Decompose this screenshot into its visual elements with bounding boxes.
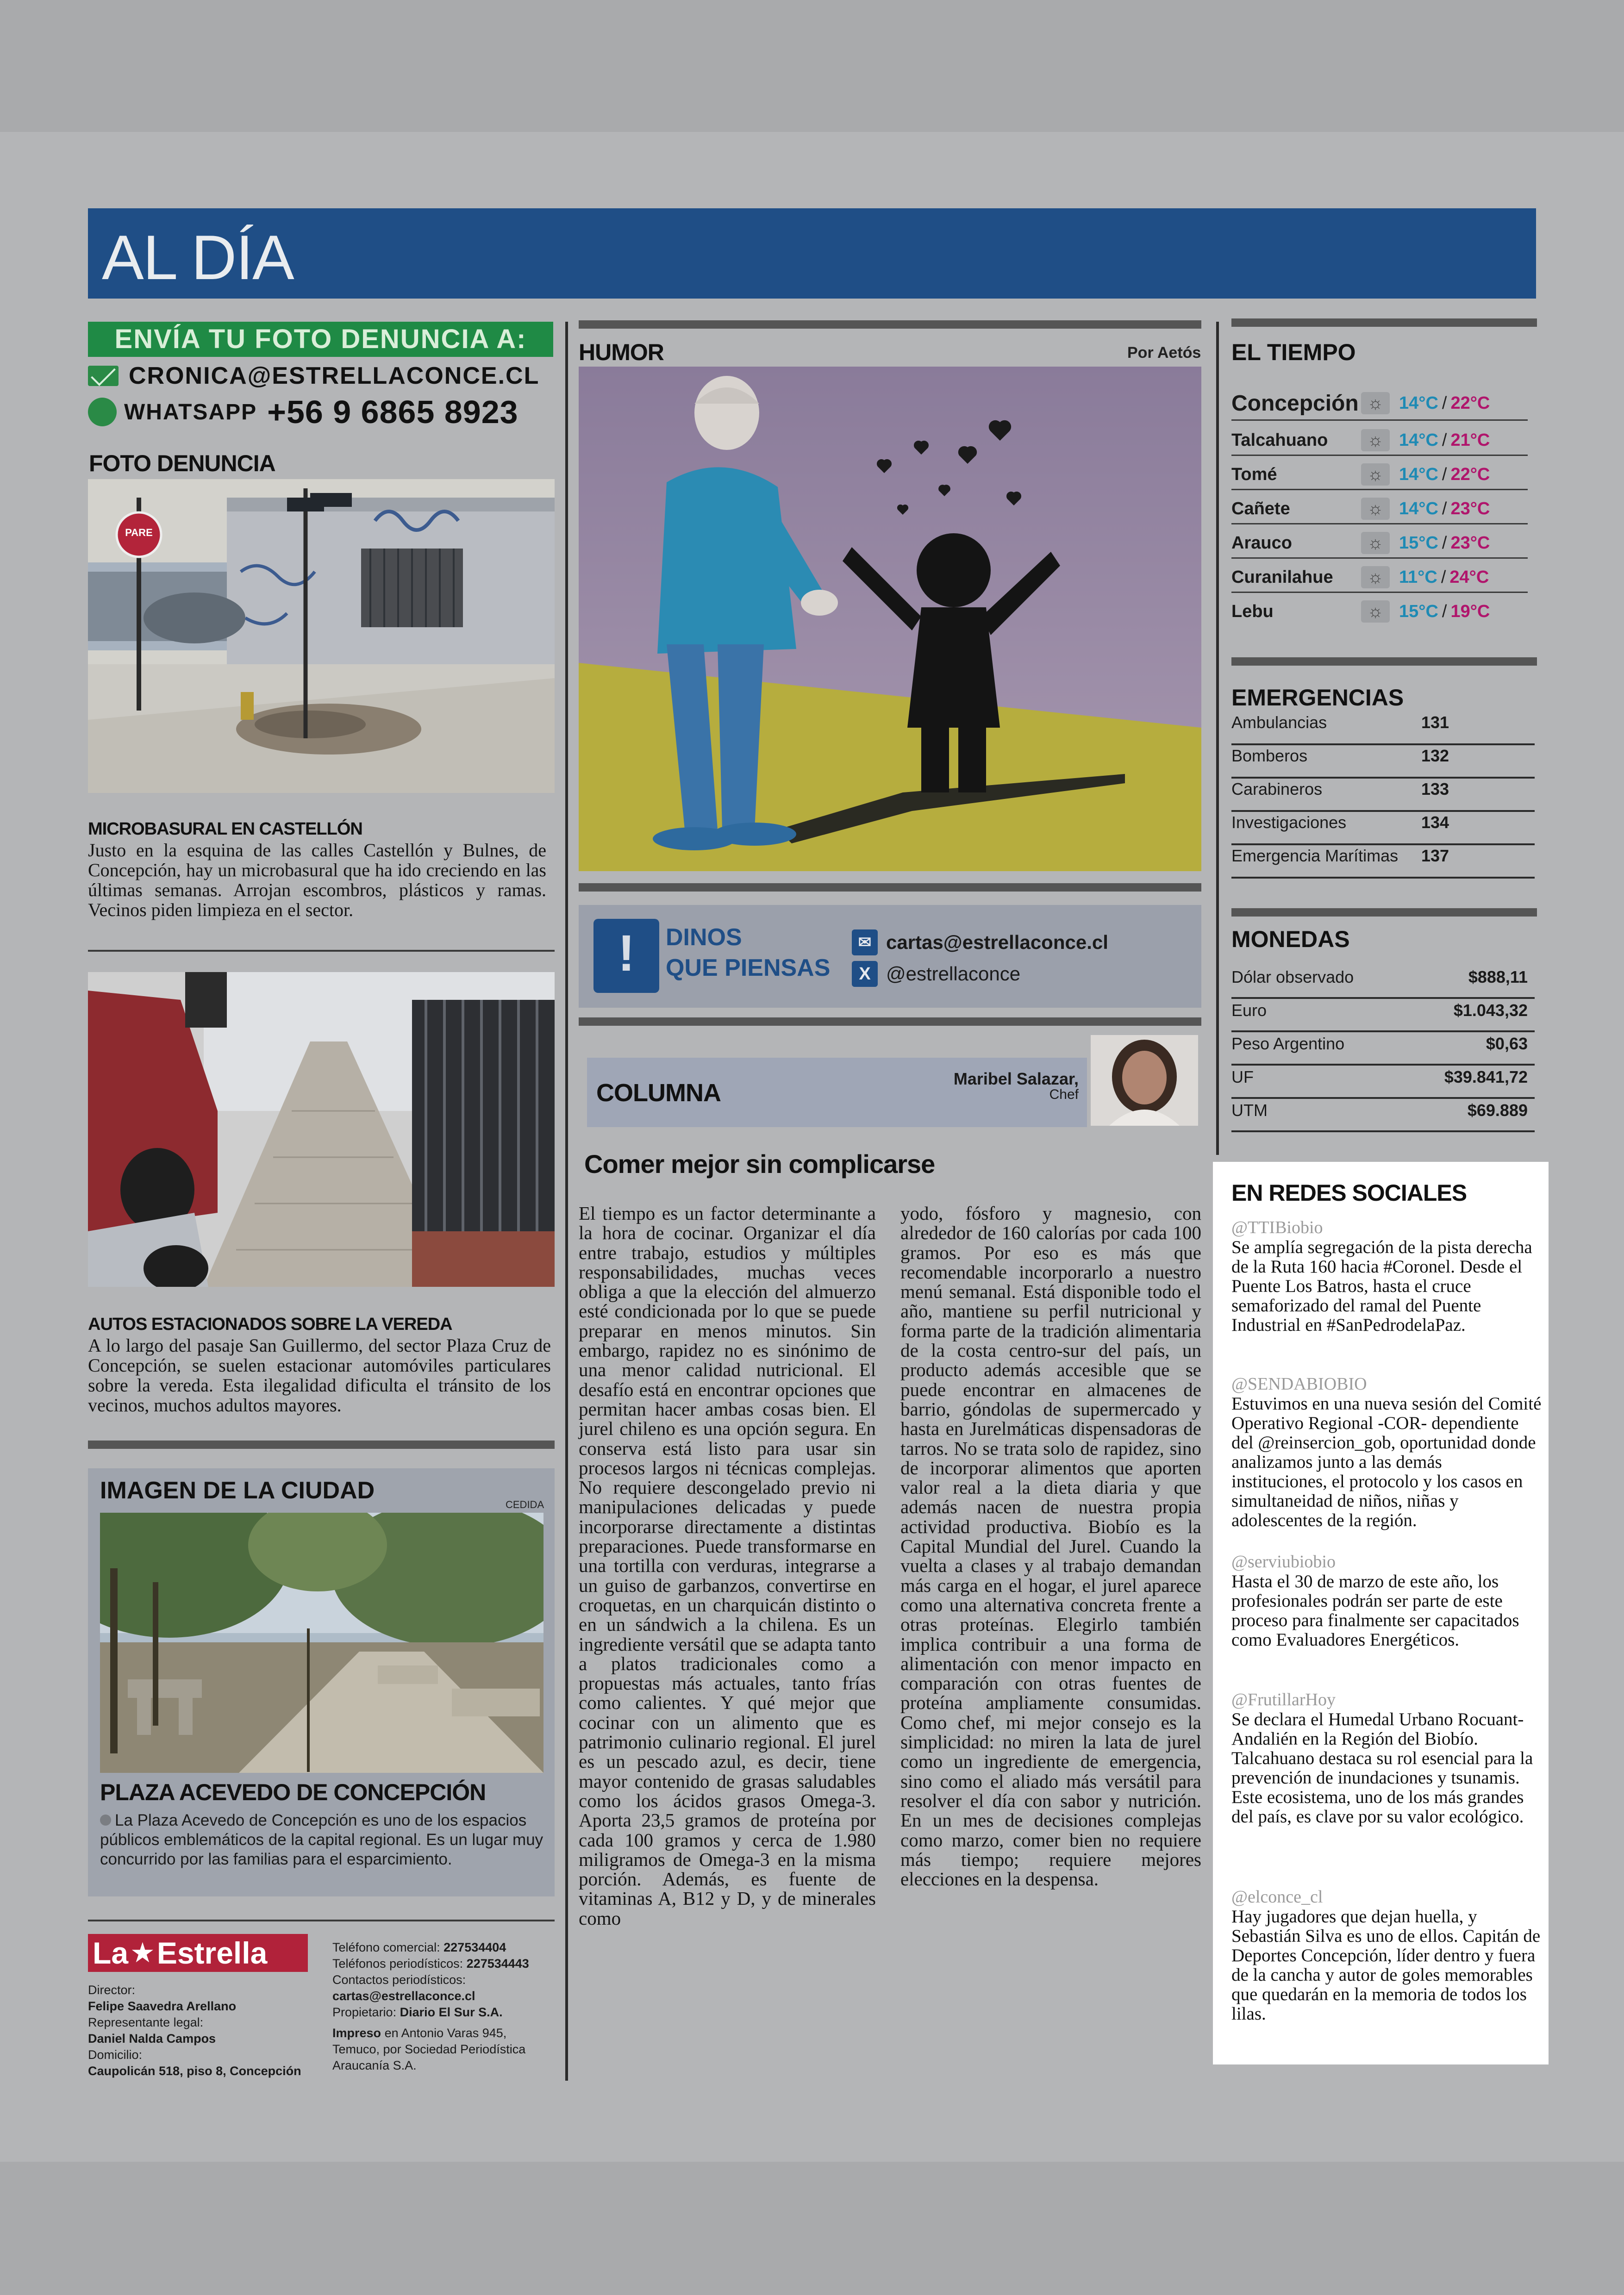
post-text: Se declara el Humedal Urbano Rocuant-Andalién en la Región del Biobío. Talcahuano destaca su rol esencial para la prevención de inundaciones y tsunamis. Este ecosistema, uno de los más grandes del país, es clave por su valor ecológico.	[1231, 1709, 1533, 1827]
tel-per[interactable]: 227534443	[466, 1957, 529, 1971]
weather-row: Curanilahue ☼ 11°C / 24°C	[1231, 563, 1528, 593]
bullet-icon	[100, 1815, 111, 1826]
emergencia-row	[1231, 746, 1535, 779]
moneda-row	[1231, 1101, 1535, 1132]
humor-title: HUMOR	[579, 339, 664, 365]
foto-denuncia-banner: ENVÍA TU FOTO DENUNCIA A:	[88, 322, 553, 357]
dinos-line2: QUE PIENSAS	[666, 954, 831, 981]
rep-name: Daniel Nalda Campos	[88, 2032, 216, 2046]
moneda-value: $1.043,32	[1453, 1001, 1528, 1020]
emergencia-number[interactable]: 133	[1421, 780, 1449, 798]
weather-max: 23°C	[1450, 499, 1490, 518]
logo-estrella: Estrella	[156, 1936, 268, 1970]
post-handle[interactable]: @FrutillarHoy	[1231, 1690, 1336, 1709]
moneda-name: Dólar observado	[1231, 967, 1354, 986]
foto-denuncia-email-row[interactable]	[88, 362, 539, 390]
weather-min: 14°C	[1399, 499, 1438, 518]
logo-la: La	[93, 1936, 129, 1970]
weather-min: 15°C	[1399, 533, 1438, 553]
divider	[579, 883, 1201, 892]
whatsapp-number[interactable]: +56 9 6865 8923	[267, 394, 518, 430]
weather-max: 21°C	[1450, 430, 1490, 450]
humor-author: Por Aetós	[1127, 344, 1201, 362]
email-icon: ✉	[852, 929, 878, 955]
item2-text: A lo largo del pasaje San Guillermo, del sector Plaza Cruz de Concepción, se suelen estacionar automóviles particulares sobre la vereda. Esta ilegalidad dificulta el tránsito de los vecinos, muchos adultos mayores.	[88, 1335, 551, 1416]
author-photo	[1091, 1035, 1198, 1126]
divider	[88, 1920, 555, 1921]
foto-denuncia-title: FOTO DENUNCIA	[89, 450, 275, 476]
weather-min: 14°C	[1399, 393, 1438, 413]
weather-row: Concepción ☼ 14°C / 22°C	[1231, 387, 1528, 421]
dinos-line1: DINOS	[666, 924, 742, 951]
weather-row: Arauco ☼ 15°C / 23°C	[1231, 529, 1528, 559]
tiempo-title: EL TIEMPO	[1231, 339, 1356, 365]
sun-icon: ☼	[1361, 532, 1390, 554]
emergencia-row	[1231, 713, 1535, 745]
weather-min: 14°C	[1399, 464, 1438, 484]
redes-post	[1231, 1887, 1542, 2024]
emergencia-number[interactable]: 132	[1421, 746, 1449, 765]
weather-min: 14°C	[1399, 430, 1438, 450]
moneda-row	[1231, 967, 1535, 999]
x-icon: X	[852, 961, 878, 987]
whatsapp-icon	[88, 398, 117, 426]
emergencia-number[interactable]: 131	[1421, 713, 1449, 732]
emergencia-name: Emergencia Marítimas	[1231, 846, 1399, 865]
redes-title: EN REDES SOCIALES	[1231, 1180, 1467, 1206]
weather-city: Lebu	[1231, 601, 1274, 621]
weather-row: Tomé ☼ 14°C / 22°C	[1231, 460, 1528, 490]
moneda-value: $0,63	[1486, 1034, 1528, 1053]
divider	[88, 1441, 555, 1449]
director-label: Director:	[88, 1983, 136, 1997]
item2-title: AUTOS ESTACIONADOS SOBRE LA VEREDA	[88, 1315, 452, 1334]
masthead-staff	[88, 1982, 310, 2079]
moneda-value: $888,11	[1468, 967, 1528, 986]
emergencia-name: Ambulancias	[1231, 713, 1327, 732]
sun-icon: ☼	[1361, 600, 1390, 623]
tel-com[interactable]: 227534404	[443, 1940, 506, 1954]
sun-icon: ☼	[1361, 463, 1390, 486]
sun-icon: ☼	[1361, 392, 1390, 414]
imagen-ciudad-title: IMAGEN DE LA CIUDAD	[100, 1477, 375, 1504]
divider	[579, 1017, 1201, 1026]
weather-city: Talcahuano	[1231, 430, 1328, 450]
dinos-title	[666, 922, 830, 983]
pare-sign-text: PARE	[125, 527, 153, 538]
whatsapp-label: WHATSAPP	[124, 399, 257, 424]
section-header	[88, 208, 1536, 299]
tel-per-label: Teléfonos periodísticos:	[332, 1957, 463, 1971]
post-text: Se amplía segregación de la pista derecha de la Ruta 160 hacia #Coronel. Desde el Puente Los Batros, hasta el cruce semaforizado del ramal del Puente Industrial en #SanPedrodelaPaz.	[1231, 1237, 1532, 1335]
post-handle[interactable]: @elconce_cl	[1231, 1887, 1323, 1907]
moneda-name: Peso Argentino	[1231, 1034, 1345, 1053]
foto-denuncia-email[interactable]: CRONICA@ESTRELLACONCE.CL	[129, 362, 540, 389]
emergencia-number[interactable]: 134	[1421, 813, 1449, 832]
divider	[1231, 908, 1537, 917]
redes-post	[1231, 1552, 1542, 1650]
moneda-row	[1231, 1067, 1535, 1099]
redes-post	[1231, 1374, 1542, 1530]
weather-max: 22°C	[1450, 393, 1490, 413]
columna-text-col2: yodo, fósforo y magnesio, con alrededor de 160 calorías por cada 100 gramos. Por eso es más que recomendable incorporarlo a nuestro menú semanal. Está disponible todo el año, mantiene su perfil nutricional y forma parte de la tradición alimentaria de la costa centro-sur del país, un producto además accesible que se puede encontrar en almacenes de barrio, góndolas de supermercado y hasta en Jurelmáticas dispensadoras de tarros. No se trata solo de rapidez, sino de incorporar alimentos que aporten valor real a la dieta diaria y que además nacen de nuestra propia actividad productiva. Biobío es la Capital Mundial del Jurel. Cuando la vuelta a clases y al trabajo demandan más carga en el hogar, el jurel aparece como una alternativa concreta frente a otras proteínas. Elegirlo también implica contribuir a una forma de alimentación con menor impacto en comparación con otras fuentes de proteína ampliamente consumidas. Como chef, mi mejor consejo es la simplicidad: no miren la lata de jurel como un ingrediente de emergencia, sino como el aliado más versátil para resolver el día con sabor y nutrición. En un mes de decisiones complejas como marzo, comer bien no requiere más tiempo; requiere mejores elecciones en la despensa.	[900, 1203, 1201, 1890]
monedas-title: MONEDAS	[1231, 926, 1350, 952]
weather-max: 22°C	[1450, 464, 1490, 484]
foto-autos-vereda	[88, 972, 555, 1287]
weather-row: Cañete ☼ 14°C / 23°C	[1231, 494, 1528, 524]
emergencias-title: EMERGENCIAS	[1231, 685, 1404, 711]
dom-label: Domicilio:	[88, 2048, 143, 2062]
tel-com-label: Teléfono comercial:	[332, 1940, 440, 1954]
impreso: en Antonio Varas 945, Temuco, por Sociedad Periodística Araucanía S.A.	[332, 2026, 526, 2072]
emergencia-name: Investigaciones	[1231, 813, 1347, 832]
foto-plaza-acevedo	[100, 1513, 543, 1773]
exclamation-icon: !	[593, 919, 659, 993]
section-title: AL DÍA	[102, 222, 294, 293]
sun-icon: ☼	[1361, 566, 1390, 588]
moneda-name: UF	[1231, 1067, 1254, 1086]
columna-label: COLUMNA	[596, 1079, 721, 1107]
plaza-caption	[100, 1811, 544, 1869]
moneda-row	[1231, 1001, 1535, 1032]
photo-credit: CEDIDA	[506, 1499, 544, 1510]
moneda-name: UTM	[1231, 1101, 1268, 1120]
humor-cartoon	[579, 367, 1201, 871]
impreso-label: Impreso	[332, 2026, 381, 2040]
plaza-caption-text: La Plaza Acevedo de Concepción es uno de los espacios públicos emblemáticos de la capital regional. Es un lugar muy concurrido por las familias para el esparcimiento.	[100, 1811, 543, 1868]
dom-address: Caupolicán 518, piso 8, Concepción	[88, 2064, 301, 2078]
weather-row: Talcahuano ☼ 14°C / 21°C	[1231, 426, 1528, 456]
redes-post	[1231, 1690, 1542, 1827]
moneda-row	[1231, 1034, 1535, 1066]
director-name: Felipe Saavedra Arellano	[88, 1999, 237, 2013]
divider	[579, 320, 1201, 329]
contactos-label: Contactos periodísticos:	[332, 1973, 466, 1987]
masthead-contacts	[332, 1940, 555, 2074]
weather-min: 11°C	[1399, 567, 1437, 587]
dinos-email[interactable]: cartas@estrellaconce.cl	[886, 931, 1108, 953]
item1-text: Justo en la esquina de las calles Castellón y Bulnes, de Concepción, hay un microbasural que ha ido creciendo en las últimas semanas. Arrojan escombros, plásticos y ramas. Vecinos piden limpieza en el sector.	[88, 840, 546, 920]
prop-label: Propietario:	[332, 2005, 397, 2019]
columna-role: Chef	[1049, 1087, 1079, 1102]
post-text: Hasta el 30 de marzo de este año, los profesionales podrán ser parte de este proceso para finalmente ser capacitados como Evaluadores Energéticos.	[1231, 1572, 1519, 1650]
dinos-x-row[interactable]	[852, 961, 1020, 987]
dinos-email-row[interactable]	[852, 929, 1108, 955]
columna-author: Maribel Salazar,	[953, 1069, 1079, 1088]
columna-byline	[926, 1069, 1079, 1103]
post-text: Estuvimos en una nueva sesión del Comité Operativo Regional -COR- dependiente del @reinsercion_gob, oportunidad donde analizamos junto a las demás instituciones, el protocolo y los casos en simultaneidad de niños, niñas y adolescentes de la región.	[1231, 1394, 1542, 1530]
moneda-value: $39.841,72	[1444, 1067, 1528, 1086]
weather-city: Arauco	[1231, 533, 1292, 553]
sun-icon: ☼	[1361, 498, 1390, 520]
emergencia-row	[1231, 780, 1535, 812]
prop: Diario El Sur S.A.	[400, 2005, 503, 2019]
weather-city: Cañete	[1231, 499, 1290, 518]
weather-city: Tomé	[1231, 464, 1277, 484]
email-icon	[88, 366, 119, 386]
emergencia-row	[1231, 846, 1535, 879]
plaza-caption-title: PLAZA ACEVEDO DE CONCEPCIÓN	[100, 1779, 486, 1805]
post-handle[interactable]: @SENDABIOBIO	[1231, 1374, 1367, 1394]
foto-microbasural	[88, 479, 555, 793]
contactos-email[interactable]: cartas@estrellaconce.cl	[332, 1989, 475, 2003]
redes-post	[1231, 1217, 1542, 1335]
weather-city: Curanilahue	[1231, 567, 1333, 587]
weather-city: Concepción	[1231, 391, 1359, 416]
column-divider	[1216, 322, 1219, 1155]
emergencia-number[interactable]: 137	[1421, 846, 1449, 865]
moneda-value: $69.889	[1467, 1101, 1528, 1120]
columna-headline: Comer mejor sin complicarse	[584, 1149, 935, 1179]
post-handle[interactable]: @serviubiobio	[1231, 1552, 1336, 1572]
la-estrella-logo[interactable]	[88, 1934, 308, 1972]
rep-label: Representante legal:	[88, 2015, 204, 2029]
foto-denuncia-whatsapp-row[interactable]	[88, 393, 518, 430]
weather-max: 23°C	[1450, 533, 1490, 553]
post-text: Hay jugadores que dejan huella, y Sebastián Silva es uno de ellos. Capitán de Deportes Concepción, líder dentro y fuera de la cancha y autor de goles memorables que quedarán en la memoria de todos los lilas.	[1231, 1907, 1541, 2024]
emergencia-name: Bomberos	[1231, 746, 1308, 765]
item1-title: MICROBASURAL EN CASTELLÓN	[88, 819, 362, 839]
weather-min: 15°C	[1399, 601, 1438, 621]
weather-max: 24°C	[1449, 567, 1489, 587]
column-divider	[565, 322, 568, 2081]
star-icon: ★	[130, 1937, 155, 1968]
divider	[88, 950, 555, 952]
emergencia-name: Carabineros	[1231, 780, 1323, 798]
divider	[1231, 318, 1537, 327]
moneda-name: Euro	[1231, 1001, 1267, 1020]
divider	[1231, 657, 1537, 666]
post-handle[interactable]: @TTIBiobio	[1231, 1218, 1323, 1237]
sun-icon: ☼	[1361, 429, 1390, 451]
columna-text-col1: El tiempo es un factor determinante a la hora de cocinar. Organizar el día entre trabajo, estudios y múltiples responsabilidades, muchas veces obliga a que la elección del almuerzo esté condicionada por lo que se puede preparar en menos minutos. Sin embargo, rapidez no es sinónimo de una menor calidad nutricional. El desafío está en encontrar opciones que permitan hacer ambas cosas bien. El jurel chileno es una opción segura. En conserva está listo para usar sin procesos largos ni técnicas complejas. No requiere descongelado previo ni manipulaciones delicadas y puede incorporarse directamente a distintas preparaciones. Puede transformarse en una tortilla con verduras, integrarse a un guiso de garbanzos, convertirse en croquetas, en un charquicán distinto o en un sándwich a la chilena. Es un ingrediente versátil que se adapta tanto a platos tradicionales como a propuestas más actuales, tanto frías como calientes. Y qué mejor que cocinar con un alimento que es patrimonio culinario regional. El jurel es un pescado azul, es decir, tiene mayor contenido de grasas saludables como los ácidos grasos Omega-3. Aporta 23,5 gramos de proteína por cada 100 gramos y cerca de 1.980 miligramos de Omega-3 en la misma porción. Además, es fuente de vitaminas A, B12 y D, y de minerales como	[579, 1203, 876, 1929]
weather-row: Lebu ☼ 15°C / 19°C	[1231, 597, 1528, 626]
dinos-x-handle[interactable]: @estrellaconce	[886, 963, 1021, 985]
weather-max: 19°C	[1450, 601, 1490, 621]
emergencia-row	[1231, 813, 1535, 845]
